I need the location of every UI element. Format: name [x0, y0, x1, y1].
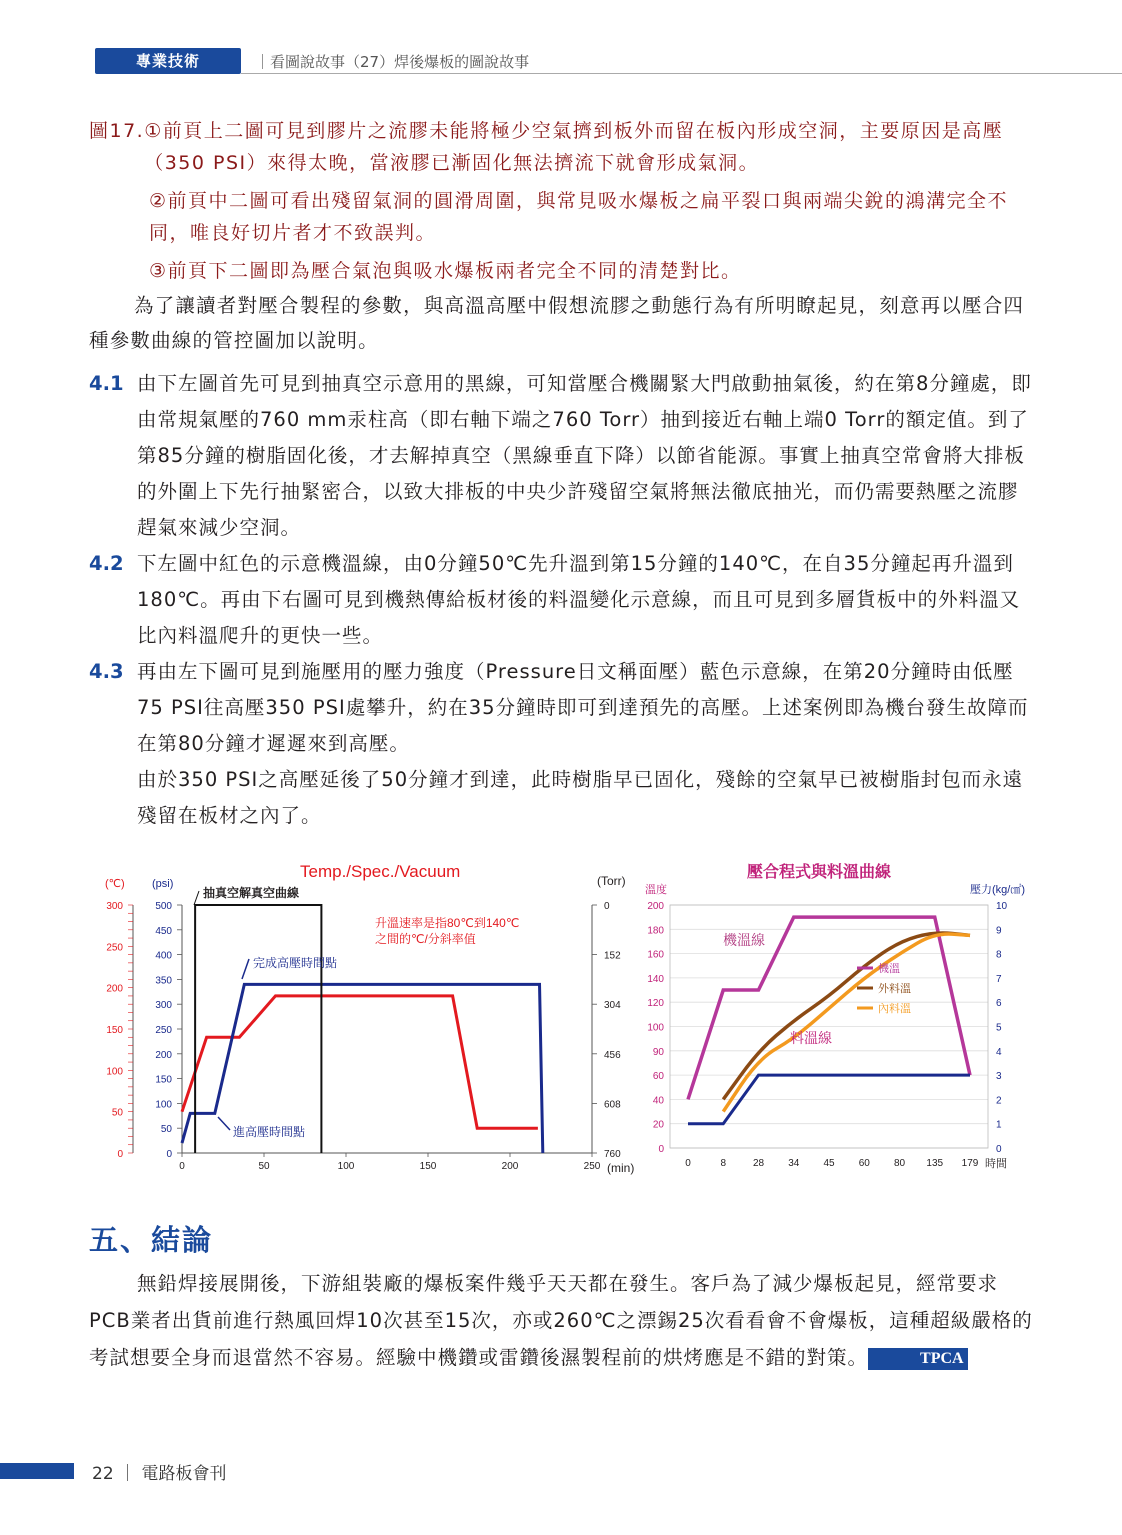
x-tick-label: 135: [926, 1158, 944, 1169]
left-tick-label: 20: [652, 1119, 664, 1131]
chart-title: Temp./Spec./Vacuum: [300, 862, 461, 881]
page-header: [95, 48, 1055, 76]
celsius-tick-label: 250: [106, 942, 123, 954]
celsius-tick-label: 150: [106, 1025, 123, 1036]
intro-paragraph: 為了讓讀者對壓合製程的參數，與高溫高壓中假想流膠之動態行為有所明瞭起見，刻意再以壓合四種參數曲線的管控圖加以說明。: [89, 294, 1025, 352]
left-tick-label: 0: [658, 1144, 664, 1155]
unit-min: (min): [607, 1161, 635, 1175]
right-tick-label: 0: [996, 1144, 1002, 1155]
left-tick-label: 120: [647, 998, 664, 1010]
psi-tick-label: 400: [155, 950, 172, 962]
x-tick-label: 179: [961, 1158, 979, 1169]
arrow-high: [242, 959, 249, 979]
x-tick-label: 200: [501, 1161, 519, 1172]
x-tick-label: 250: [583, 1161, 601, 1172]
x-tick-label: 34: [788, 1158, 800, 1169]
item-text: 由下左圖首先可見到抽真空示意用的黑線，可知當壓合機關緊大門啟動抽氣後，約在第8分鐘處，即由常規氣壓的760 mm汞柱高（即右軸下端之760 Torr）抽到接近右軸上端0 Torr的額定值。到了第85分鐘的樹脂固化後，才去解掉真空（黑線垂直下降）以節省能源。事實上抽真空常會將大排板的外圍上下先行抽緊密合，以致大排板的中央少許殘留空氣將無法徹底抽光，而仍需要熱壓之流膠趕氣來減少空洞。: [137, 372, 1032, 539]
unit-celsius: (℃): [105, 878, 125, 890]
section-badge: 專業技術: [95, 48, 241, 74]
arrow-enter: [218, 1117, 230, 1130]
psi-tick-label: 150: [155, 1074, 172, 1086]
torr-tick-label: 608: [604, 1099, 621, 1111]
x-tick-label: 0: [179, 1161, 185, 1172]
x-tick-label: 45: [823, 1158, 835, 1169]
psi-tick-label: 300: [155, 1000, 172, 1012]
psi-tick-label: 0: [166, 1149, 172, 1160]
psi-tick-label: 450: [155, 925, 172, 937]
series-vacuum: [195, 905, 321, 1153]
ann-high: 完成高壓時間點: [253, 956, 338, 970]
ylabel-right: 壓力(kg/㎠): [970, 884, 1025, 896]
celsius-tick-label: 50: [111, 1107, 123, 1119]
torr-tick-label: 152: [604, 950, 621, 962]
figure-note-item: ②前頁中二圖可看出殘留氣洞的圓滑周圍，與常見吸水爆板之扁平裂口與兩端尖銳的鴻溝完全不同，唯良好切片者才不致誤判。: [149, 190, 1009, 244]
item-text: 下左圖中紅色的示意機溫線，由0分鐘50℃先升溫到第15分鐘的140℃，在自35分鐘起再升溫到180℃。再由下右圖可見到機熱傳給板材後的料溫變化示意線，而且可見到多層貨板中的外料溫又比內料溫爬升的更快一些。: [137, 552, 1021, 647]
celsius-tick-label: 300: [106, 901, 123, 912]
footer: [92, 1459, 226, 1484]
psi-tick-label: 250: [155, 1025, 172, 1036]
label-material: 料溫線: [790, 1030, 832, 1046]
ann-rate2: 之間的℃/分斜率值: [375, 932, 476, 946]
right-tick-label: 9: [996, 925, 1002, 937]
tpca-logo: TPCA: [868, 1348, 968, 1370]
torr-tick-label: 456: [604, 1049, 621, 1061]
legend-label: 外料溫: [878, 983, 911, 995]
x-tick-label: 0: [685, 1158, 691, 1169]
celsius-tick-label: 0: [117, 1149, 123, 1160]
left-tick-label: 60: [652, 1071, 664, 1083]
figure-note-label: 圖17.: [89, 120, 145, 142]
figure-note: [89, 115, 1039, 287]
left-chart: [95, 855, 655, 1180]
label-machine: 機溫線: [723, 932, 765, 948]
right-tick-label: 4: [996, 1046, 1002, 1058]
footer-separator: ｜: [119, 1464, 137, 1484]
right-chart: [640, 855, 1035, 1180]
journal-name: 電路板會刊: [141, 1464, 227, 1484]
page-number: 22: [92, 1464, 114, 1484]
left-tick-label: 140: [647, 973, 664, 985]
psi-tick-label: 350: [155, 975, 172, 987]
left-tick-label: 100: [647, 1022, 664, 1034]
footer-bar: [0, 1463, 74, 1479]
psi-tick-label: 100: [155, 1099, 172, 1111]
left-tick-label: 40: [652, 1095, 664, 1107]
left-tick-label: 160: [647, 949, 664, 961]
xlabel: 時間: [985, 1158, 1007, 1170]
x-tick-label: 60: [858, 1158, 870, 1169]
arrow-vacuum: [194, 891, 199, 905]
figure-note-item: ③前頁下二圖即為壓合氣泡與吸水爆板兩者完全不同的清楚對比。: [149, 260, 742, 282]
psi-tick-label: 50: [160, 1124, 172, 1136]
chart-title: 壓合程式與料溫曲線: [747, 864, 892, 881]
series-inner-material-temp: [723, 934, 970, 1112]
conclusion-text: 無鉛焊接展開後，下游組裝廠的爆板案件幾乎天天都在發生。客戶為了減少爆板起見，經常要求PCB業者出貨前進行熱風回焊10次甚至15次，亦或260℃之漂錫25次看看會不會爆板，這種超級嚴格的考試想要全身而退當然不容易。經驗中機鑽或雷鑽後濕製程前的烘烤應是不錯的對策。: [89, 1272, 1033, 1369]
item-number: 4.3: [89, 660, 124, 683]
right-tick-label: 10: [996, 901, 1008, 912]
unit-psi: (psi): [152, 878, 174, 890]
figure-note-item: ①前頁上二圖可見到膠片之流膠未能將極少空氣擠到板外而留在板內形成空洞，主要原因是高壓（350 PSI）來得太晚，當液膠已漸固化無法擠流下就會形成氣洞。: [144, 120, 1004, 174]
legend-label: 內料溫: [878, 1003, 911, 1015]
right-tick-label: 1: [996, 1119, 1002, 1131]
item-text: 再由左下圖可見到施壓用的壓力強度（Pressure日文稱面壓）藍色示意線，在第20分鐘時由低壓75 PSI往高壓350 PSI處攀升，約在35分鐘時即可到達預先的高壓。上述案例即為機台發生故障而在第80分鐘才遲遲來到高壓。: [137, 660, 1029, 755]
section-title: 五、結論: [89, 1223, 214, 1257]
ann-enter: 進高壓時間點: [233, 1125, 306, 1139]
right-tick-label: 7: [996, 973, 1002, 985]
unit-torr: (Torr): [597, 874, 626, 888]
x-tick-label: 50: [258, 1161, 270, 1172]
item-number: 4.1: [89, 372, 124, 395]
series-machine-temp: [182, 996, 538, 1128]
article-title: ｜看圖說故事（27）焊後爆板的圖說故事: [255, 53, 530, 71]
legend-label: 機溫: [878, 963, 900, 975]
conclusion-paragraph: [89, 1265, 1035, 1376]
ann-rate: 升溫速率是指80℃到140℃: [375, 916, 520, 930]
torr-tick-label: 304: [604, 1000, 621, 1012]
ylabel-left: 溫度: [645, 884, 667, 896]
x-tick-label: 8: [720, 1158, 727, 1169]
left-tick-label: 180: [647, 925, 664, 937]
left-tick-label: 200: [647, 901, 664, 912]
left-tick-label: 90: [652, 1046, 664, 1058]
celsius-tick-label: 200: [106, 983, 123, 995]
psi-tick-label: 500: [155, 901, 172, 912]
torr-tick-label: 760: [604, 1149, 621, 1160]
right-tick-label: 6: [996, 998, 1002, 1010]
closing-paragraph: 由於350 PSI之高壓延後了50分鐘才到達，此時樹脂早已固化，殘餘的空氣早已被樹脂封包而永遠殘留在板材之內了。: [137, 768, 1024, 827]
header-divider: [241, 73, 1122, 74]
celsius-tick-label: 100: [106, 1066, 123, 1078]
ann-vacuum: 抽真空解真空曲線: [203, 886, 300, 900]
torr-tick-label: 0: [604, 901, 610, 912]
item-number: 4.2: [89, 552, 124, 575]
right-tick-label: 3: [996, 1071, 1002, 1083]
x-tick-label: 28: [752, 1158, 765, 1169]
x-tick-label: 80: [893, 1158, 906, 1169]
right-tick-label: 5: [996, 1022, 1002, 1034]
right-tick-label: 2: [996, 1095, 1002, 1107]
psi-tick-label: 200: [155, 1049, 172, 1061]
x-tick-label: 100: [337, 1161, 355, 1172]
x-tick-label: 150: [419, 1161, 437, 1172]
right-tick-label: 8: [996, 949, 1002, 961]
